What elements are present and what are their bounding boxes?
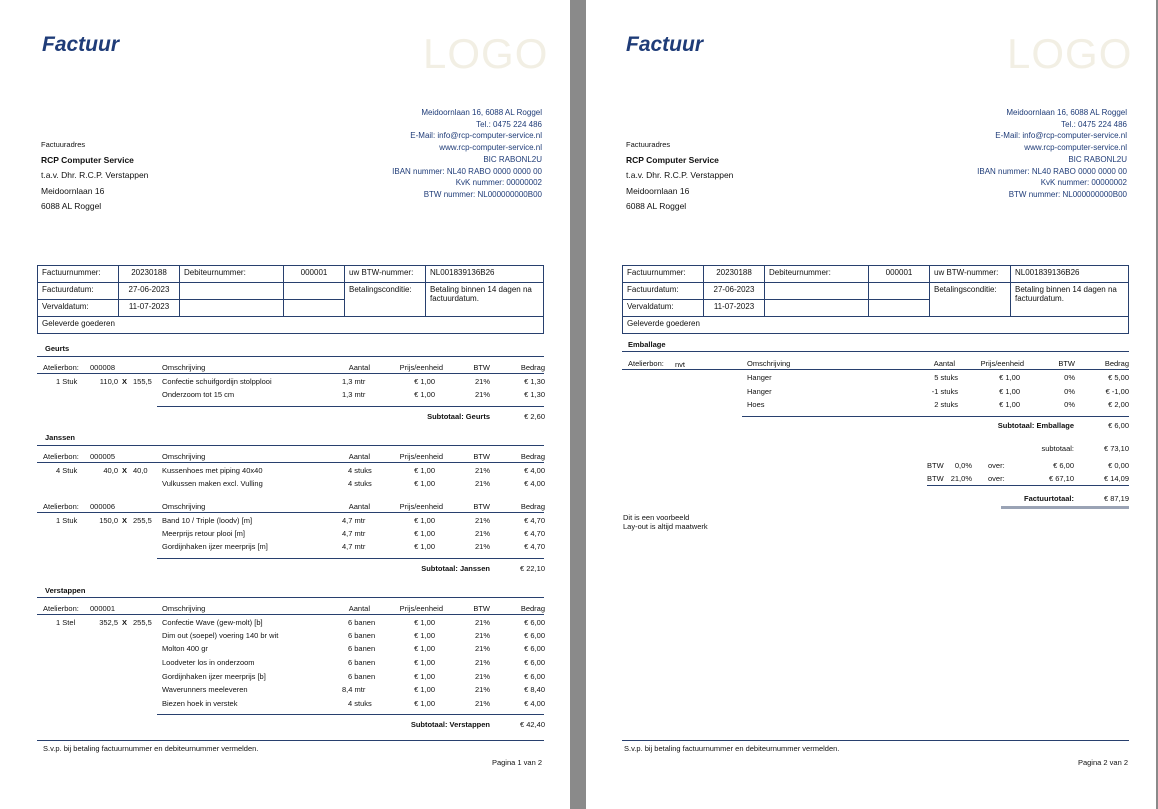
logo-placeholder: LOGO (423, 30, 549, 77)
factuurtotaal-label: Factuurtotaal: (1023, 494, 1074, 503)
page-number: Pagina 1 van 2 (491, 758, 542, 767)
note-line-1: Dit is een voorbeeld (623, 513, 690, 522)
customer-verstappen: Verstappen (45, 586, 86, 595)
factuurtotaal-value: € 87,19 (1103, 494, 1129, 503)
footer-note: S.v.p. bij betaling factuurnummer en debiteurnummer vermelden. (624, 744, 840, 753)
company-info: Meidoornlaan 16, 6088 AL Roggel Tel.: 0475 224 486 E-Mail: info@rcp-computer-service.nl www.rcp-computer-service.nl BIC RABONL2U IBAN nummer: NL40 RABO 0000 0000 00 KvK nummer: 00000002 BTW nummer: NL000000000B00 (392, 108, 542, 199)
invoice-header-table: Factuurnummer: 20230188 Debiteurnummer: 000001 uw BTW-nummer: NL001839136B26 Factuurdatum: 27-06-2023 Betalingsconditie: Betaling binnen 14 dagen na factuurdatum. Vervaldatum: 11-07-2023 Geleverde goederen (37, 265, 544, 334)
invoice-page-2: Factuur LOGO Meidoornlaan 16, 6088 AL Roggel Tel.: 0475 224 486 E-Mail: info@rcp-computer-service.nl www.rcp-computer-service.nl BIC RABONL2U IBAN nummer: NL40 RABO 0000 0000 00 KvK nummer: 00000002 BTW nummer: NL000000000B00 Factuuradres RCP Computer Service t.a.v. Dhr. R.C.P. Verstappen Meidoornlaan 16 6088 AL Roggel Factuurnummer: 20230188 Debiteurnummer: 000001 uw BTW-nummer: NL001839136B26 Factuurdatum: 27-06-2023 Betalingsconditie: Betaling binnen 14 dagen na factuurdatum. Vervaldatum: 11-07-2023 Geleverde goederen Emballage Atelierbon: nvt Omschrijving Aantal Prijs/eenheid BTW Bedrag Hanger 5 stuks € 1,00 0% € 5,00 Hanger -1 stuks € 1,00 0% € -1,00 Hoes 2 stuks € 1,00 0% € 2,00 Subtotaal: Emballage € 6,00 subtotaal: € 73,10 BTW 0,0% over: € 6,00 € 0,00 BTW 21,0% over: € 67,10 € 14,09 Factuurtotaal: € 87,19 Dit is een voorbeeld Lay-out is altijd maatwerk S.v.p. bij betaling factuurnummer en debiteurnummer vermelden. Pagina 2 van 2 (586, 0, 1156, 809)
note-line-2: Lay-out is altijd maatwerk (623, 522, 708, 531)
page-number: Pagina 2 van 2 (1077, 758, 1128, 767)
footer-note: S.v.p. bij betaling factuurnummer en debiteurnummer vermelden. (43, 744, 259, 753)
billing-address: Factuuradres RCP Computer Service t.a.v. Dhr. R.C.P. Verstappen Meidoornlaan 16 6088 AL Roggel (41, 140, 149, 211)
company-info: Meidoornlaan 16, 6088 AL Roggel Tel.: 0475 224 486 E-Mail: info@rcp-computer-service.nl www.rcp-computer-service.nl BIC RABONL2U IBAN nummer: NL40 RABO 0000 0000 00 KvK nummer: 00000002 BTW nummer: NL000000000B00 (977, 108, 1127, 199)
invoice-header-table: Factuurnummer: 20230188 Debiteurnummer: 000001 uw BTW-nummer: NL001839136B26 Factuurdatum: 27-06-2023 Betalingsconditie: Betaling binnen 14 dagen na factuurdatum. Vervaldatum: 11-07-2023 Geleverde goederen (622, 265, 1129, 334)
invoice-page-1: Factuur LOGO Meidoornlaan 16, 6088 AL Roggel Tel.: 0475 224 486 E-Mail: info@rcp-computer-service.nl www.rcp-computer-service.nl BIC RABONL2U IBAN nummer: NL40 RABO 0000 0000 00 KvK nummer: 00000002 BTW nummer: NL000000000B00 Factuuradres RCP Computer Service t.a.v. Dhr. R.C.P. Verstappen Meidoornlaan 16 6088 AL Roggel Factuurnummer: 20230188 Debiteurnummer: 000001 uw BTW-nummer: NL001839136B26 Factuurdatum: 27-06-2023 Betalingsconditie: Betaling binnen 14 dagen na factuurdatum. Vervaldatum: 11-07-2023 Geleverde goederen Geurts Atelierbon: 000008 Omschrijving Aantal Prijs/eenheid BTW Bedrag 1 Stuk 110,0 X 155,5 Confectie schuifgordijn stolpplooi 1,3 mtr € 1,00 21% € 1,30 Onderzoom tot 15 cm 1,3 mtr € 1,00 21% € 1,30 Subtotaal: Geurts € 2,60 Janssen Atelierbon: 000005 Omschrijving Aantal Prijs/eenheid BTW Bedrag 4 Stuk 40,0 X 40,0 Kussenhoes met piping 40x40 4 stuks € 1,00 21% € 4,00 Vulkussen maken excl. Vulling 4 stuks € 1,00 21% € 4,00 Atelierbon: 000006 Omschrijving Aantal Prijs/eenheid BTW Bedrag 1 Stuk 150,0 X 255,5 Band 10 / Triple (loodv) [m] 4,7 mtr € 1,00 21% € 4,70 Meerprijs retour plooi [m] 4,7 mtr € 1,00 21% € 4,70 Gordijnhaken ijzer meerprijs [m] 4,7 mtr € 1,00 21% € 4,70 Subtotaal: Janssen € 22,10 Verstappen Atelierbon: 000001 Omschrijving Aantal Prijs/eenheid BTW Bedrag 1 Stel 352,5 X 255,5 Confectie Wave (gew-molt) [b] 6 banen € 1,00 21% € 6,00 Dim out (soepel) voering 140 br wit 6 banen € 1,00 21% € 6,00 Molton 400 gr 6 banen € 1,00 21% € 6,00 Loodveter los in onderzoom 6 banen € 1,00 21% € 6,00 Gordijnhaken ijzer meerprijs [b] 6 banen € 1,00 21% € 6,00 Waverunners meeleveren 8,4 mtr € 1,00 21% € 8,40 Biezen hoek in verstek 4 stuks € 1,00 21% € 4,00 Subtotaal: Verstappen € 42,40 S.v.p. bij betaling factuurnummer en debiteurnummer vermelden. Pagina 1 van 2 (0, 0, 570, 809)
subtotaal-label: subtotaal: (1041, 444, 1074, 453)
customer-geurts: Geurts (45, 344, 70, 353)
invoice-title: Factuur (42, 33, 120, 56)
invoice-title: Factuur (626, 33, 704, 56)
section-emballage: Emballage (628, 340, 666, 349)
logo-placeholder: LOGO (1007, 30, 1133, 77)
subtotaal-value: € 73,10 (1103, 444, 1129, 453)
billing-address: Factuuradres RCP Computer Service t.a.v. Dhr. R.C.P. Verstappen Meidoornlaan 16 6088 AL Roggel (626, 140, 734, 211)
customer-janssen: Janssen (45, 433, 76, 442)
